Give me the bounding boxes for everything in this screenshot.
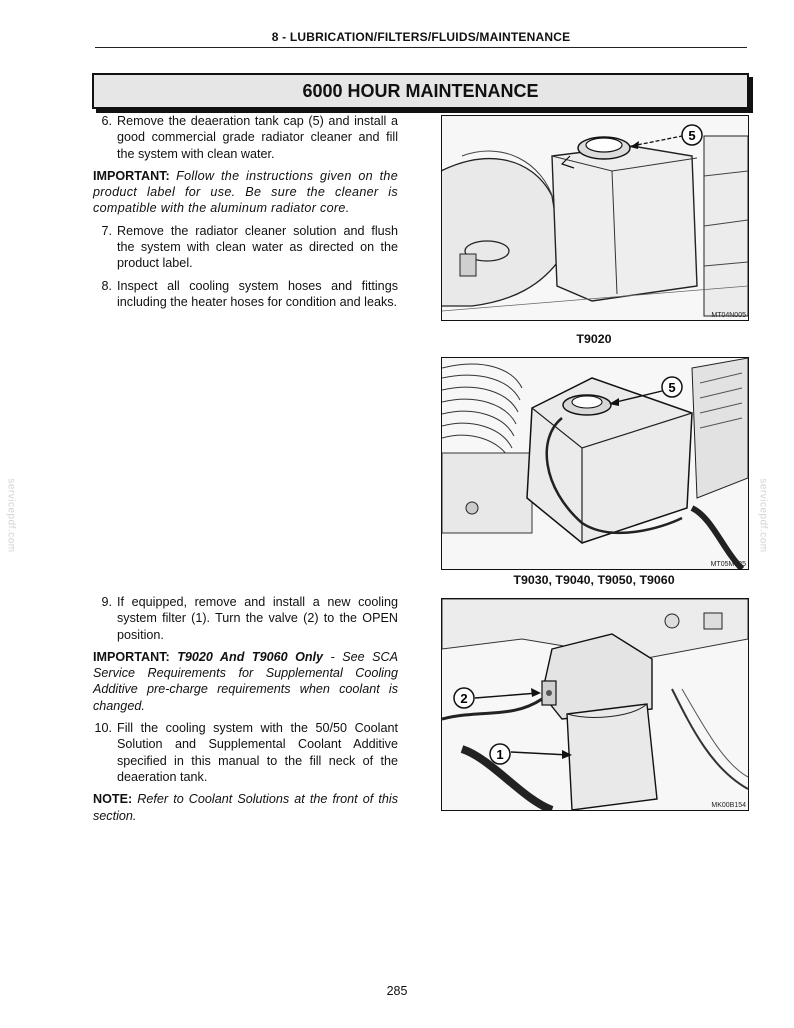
section-header: 8 - LUBRICATION/FILTERS/FLUIDS/MAINTENANCE	[271, 30, 571, 44]
step-9	[93, 594, 398, 643]
step-number: 7.	[101, 223, 112, 238]
step-number: 9.	[101, 595, 112, 609]
figure-t9020-radiator-cap	[441, 115, 749, 321]
step-text: Remove the deaeration tank cap (5) and install a good commercial grade radiator cleaner and fill the system with clean water.	[117, 114, 398, 161]
header-rule	[95, 47, 747, 48]
figure-t9030-radiator-cap	[441, 357, 749, 570]
page-number: 285	[386, 984, 408, 998]
step-text: Remove the radiator cleaner solution and flush the system with clean water as directed on the product label.	[117, 223, 398, 271]
note	[93, 791, 398, 824]
text-block-2	[93, 594, 398, 830]
step-8	[93, 278, 398, 311]
important-note-1	[93, 168, 398, 217]
watermark-left: servicepdf.com	[5, 478, 17, 553]
figure-coolant-filter	[441, 598, 749, 811]
callout-2: 2	[460, 691, 468, 706]
figure-code: MT05M135	[710, 561, 746, 568]
figure-drawing-2	[442, 358, 748, 569]
text-block-1	[93, 113, 398, 316]
step-10	[93, 720, 398, 785]
callout-5: 5	[668, 380, 676, 395]
step-number: 6.	[101, 114, 112, 128]
important-text: Follow the instructions given on the product label for use. Be sure the cleaner is compatible with the aluminum radiator core.	[93, 168, 399, 216]
step-text: Inspect all cooling system hoses and fittings including the heater hoses for condition and leaks.	[117, 278, 398, 309]
important-note-2	[93, 649, 398, 714]
note-label: NOTE:	[93, 792, 133, 807]
important-label: IMPORTANT:	[93, 168, 170, 183]
figure-code: MK00B154	[711, 802, 746, 809]
important-models: T9020 And T9060 Only	[177, 649, 324, 664]
note-text: Refer to Coolant Solutions at the front of this section.	[93, 792, 398, 823]
figure-code: MT04N005	[711, 312, 746, 319]
step-7	[93, 223, 398, 272]
step-text: Fill the cooling system with the 50/50 Coolant Solution and Supplemental Coolant Additive specified in this manual to the fill neck of the deaeration tank.	[117, 721, 398, 784]
step-6	[93, 113, 398, 162]
important-text: - See SCA Service Requirements for Supplemental Cooling Additive pre-charge requirements when coolant is changed.	[93, 649, 398, 713]
important-label: IMPORTANT:	[93, 649, 170, 664]
figure-drawing-1	[442, 116, 748, 320]
step-number: 10.	[94, 721, 112, 736]
page-title: 6000 HOUR MAINTENANCE	[92, 73, 749, 109]
figure-caption-2: T9030, T9040, T9050, T9060	[513, 573, 675, 587]
step-number: 8.	[101, 278, 112, 293]
figure-caption-1: T9020	[576, 332, 612, 346]
watermark-right: servicepdf.com	[757, 478, 769, 553]
figure-drawing-3	[442, 599, 748, 810]
step-text: If equipped, remove and install a new cooling system filter (1). Turn the valve (2) to the OPEN position.	[117, 595, 398, 642]
important-emphasis	[177, 650, 323, 664]
callout-5: 5	[688, 128, 696, 143]
callout-1: 1	[496, 747, 504, 762]
